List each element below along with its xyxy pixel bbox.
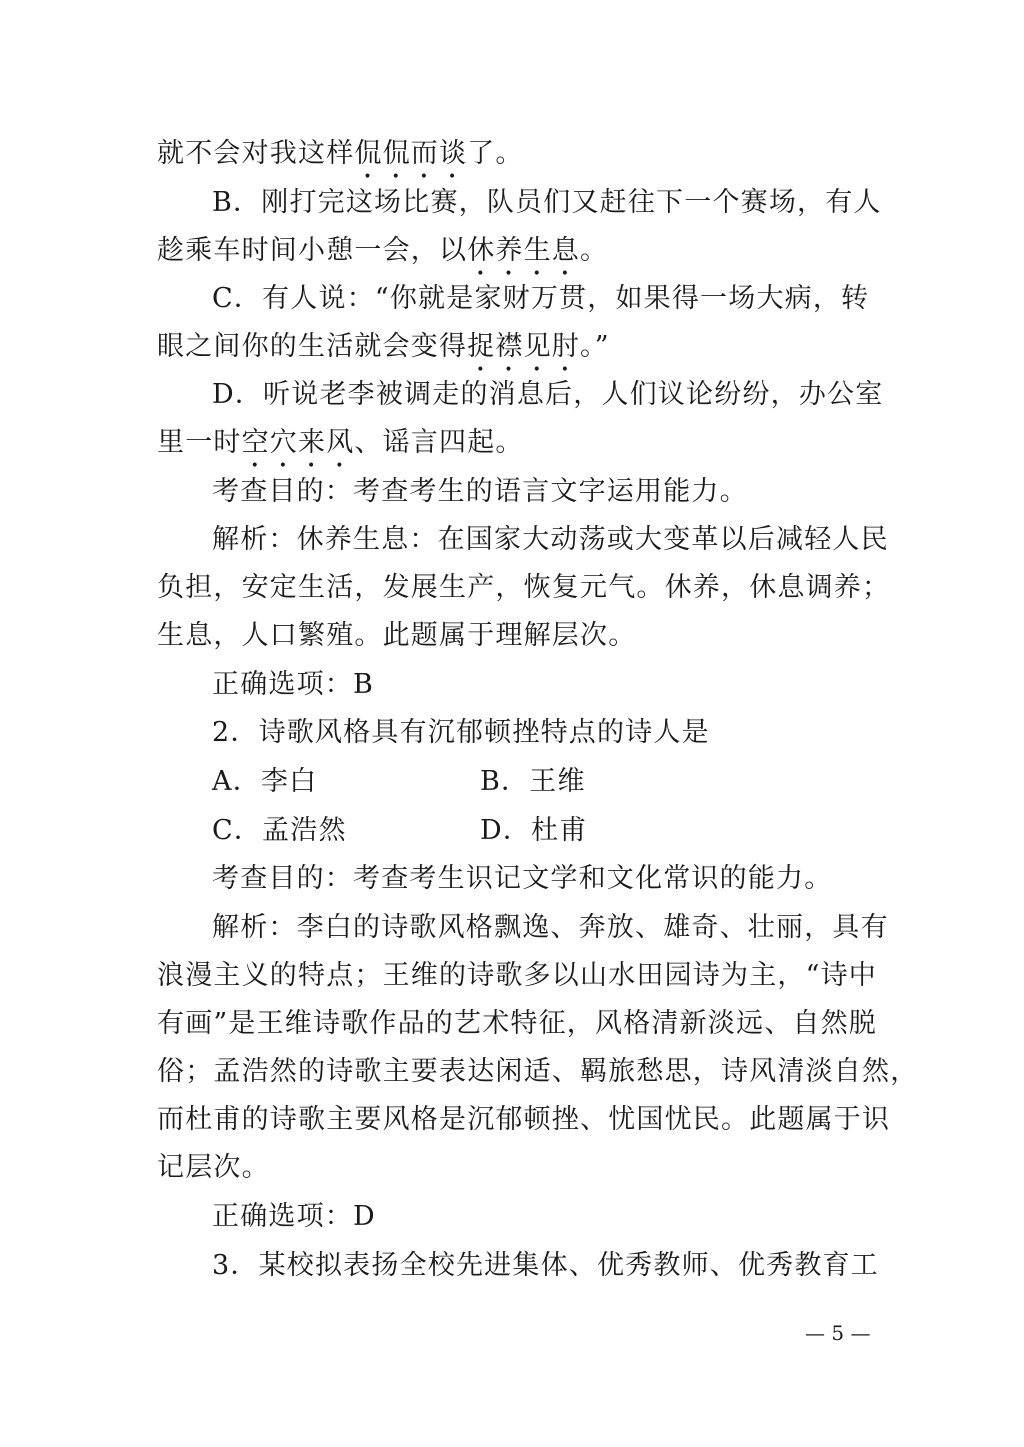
q1-analysis-line2: 负担，安定生活，发展生产，恢复元气。休养，休息调养； bbox=[157, 572, 891, 603]
q1-option-c: C．有人说：“你就是家财万贯，如果得一场大病，转 bbox=[212, 283, 870, 314]
emphasized-phrase: 侃侃而谈 bbox=[354, 138, 468, 169]
q1-option-b: B．刚打完这场比赛，队员们又赶往下一个赛场，有人 bbox=[212, 187, 882, 218]
q2-analysis-line3: 有画”是王维诗歌作品的艺术特征，风格清新淡远、自然脱 bbox=[157, 1008, 878, 1039]
page-number: — 5 — bbox=[805, 1321, 871, 1345]
q2-options-row2 bbox=[212, 813, 869, 849]
q2-option-c: C．孟浩然 bbox=[212, 815, 347, 846]
q1-option-c-line2: 眼之间你的生活就会变得捉襟见肘。” bbox=[157, 331, 610, 362]
q1-analysis-line3: 生息，人口繁殖。此题属于理解层次。 bbox=[157, 620, 637, 651]
q1-option-d-line2: 里一时空穴来风、谣言四起。 bbox=[157, 427, 524, 458]
q2-analysis-line4: 俗；孟浩然的诗歌主要表达闲适、羁旅愁思，诗风清淡自然， bbox=[157, 1056, 919, 1087]
q2-options-row1 bbox=[212, 764, 869, 800]
q2-stem: 2．诗歌风格具有沉郁顿挫特点的诗人是 bbox=[212, 717, 710, 748]
emphasized-phrase: 空穴来风 bbox=[241, 427, 355, 458]
q3-stem: 3．某校拟表扬全校先进集体、优秀教师、优秀教育工 bbox=[212, 1250, 879, 1281]
q2-analysis: 解析：李白的诗歌风格飘逸、奔放、雄奇、壮丽，具有 bbox=[212, 912, 889, 943]
emphasized-phrase: 捉襟见肘 bbox=[467, 331, 581, 362]
q1-purpose: 考查目的：考查考生的语言文字运用能力。 bbox=[212, 476, 748, 507]
q1-option-b-line2: 趁乘车时间小憩一会，以休养生息。 bbox=[157, 235, 609, 266]
emphasized-phrase: 休养生息 bbox=[467, 235, 581, 266]
q2-option-d: D．杜甫 bbox=[480, 815, 588, 846]
q2-analysis-line6: 记层次。 bbox=[157, 1152, 270, 1183]
q1-analysis: 解析：休养生息：在国家大动荡或大变革以后减轻人民 bbox=[212, 524, 889, 555]
q1-option-d: D．听说老李被调走的消息后，人们议论纷纷，办公室 bbox=[212, 379, 884, 410]
q2-analysis-line2: 浪漫主义的特点；王维的诗歌多以山水田园诗为主，“诗中 bbox=[157, 960, 878, 991]
q2-option-b: B．王维 bbox=[480, 766, 586, 797]
q2-option-a: A．李白 bbox=[212, 766, 318, 797]
q2-answer: 正确选项：D bbox=[212, 1201, 376, 1232]
q1-answer: 正确选项：B bbox=[212, 669, 375, 700]
q1-option-a-continuation: 就不会对我这样侃侃而谈了。 bbox=[157, 138, 524, 169]
q2-purpose: 考查目的：考查考生识记文学和文化常识的能力。 bbox=[212, 863, 833, 894]
q2-analysis-line5: 而杜甫的诗歌主要风格是沉郁顿挫、忧国忧民。此题属于识 bbox=[157, 1104, 891, 1135]
